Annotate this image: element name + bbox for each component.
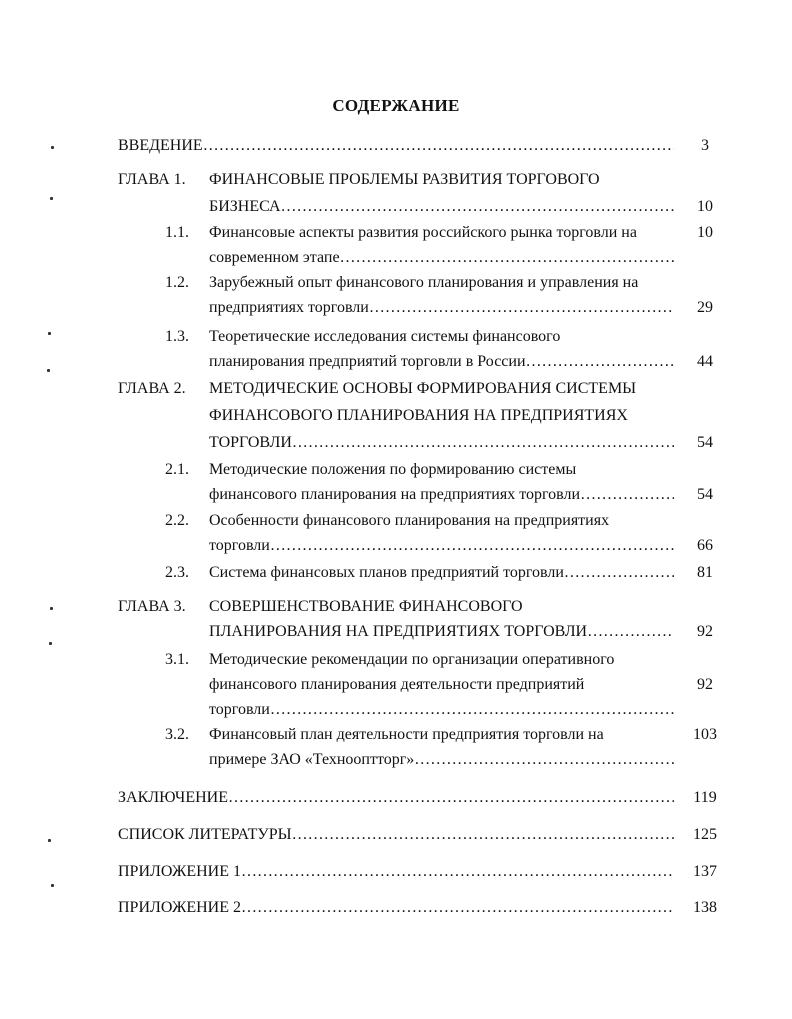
scan-speck [51, 884, 54, 887]
dot-leader [580, 485, 674, 505]
section-title: современном этапе [209, 249, 340, 266]
page-number: 138 [693, 899, 717, 916]
page-number: 137 [693, 863, 717, 880]
page-number: 92 [697, 676, 713, 693]
section-number: 2.1. [165, 461, 189, 478]
toc-entry-appendix-1[interactable] [118, 862, 674, 882]
toc-entry-ch1[interactable] [209, 197, 674, 217]
toc-entry-appendix-2[interactable] [118, 898, 674, 918]
chapter-title[interactable]: СОВЕРШЕНСТВОВАНИЕ ФИНАНСОВОГО [209, 598, 523, 615]
dot-leader [281, 197, 674, 217]
scan-speck [47, 369, 50, 372]
section-title: примере ЗАО «Технооптторг» [209, 751, 415, 768]
section-number: 3.1. [165, 651, 189, 668]
section-title: торговли [209, 701, 270, 718]
chapter-title: ПЛАНИРОВАНИЯ НА ПРЕДПРИЯТИЯХ ТОРГОВЛИ [209, 623, 588, 640]
section-title[interactable]: Финансовый план деятельности предприятия торговли на [209, 726, 604, 743]
toc-entry-3-1[interactable] [209, 700, 674, 720]
chapter-label: ГЛАВА 3. [118, 598, 186, 615]
scan-speck [48, 839, 51, 842]
toc-entry-2-2[interactable] [209, 536, 674, 556]
toc-entry-3-2[interactable] [209, 750, 674, 770]
section-title[interactable]: Зарубежный опыт финансового планирования и управления на [209, 274, 639, 291]
toc-entry-2-3[interactable] [209, 563, 674, 583]
section-number: 2.3. [165, 564, 189, 581]
section-number: 2.2. [165, 512, 189, 529]
section-number: 1.2. [165, 274, 189, 291]
chapter-label: ГЛАВА 1. [118, 171, 186, 188]
page-number: 81 [697, 564, 713, 581]
page-number: 29 [697, 299, 713, 316]
toc-entry-ch2[interactable] [209, 433, 674, 453]
toc-entry-ch3[interactable] [209, 622, 674, 642]
chapter-label: ГЛАВА 2. [118, 380, 186, 397]
dot-leader [270, 536, 674, 556]
dot-leader [241, 862, 674, 882]
page-number: 10 [697, 198, 713, 215]
chapter-title: ТОРГОВЛИ [209, 434, 292, 451]
chapter-title: БИЗНЕСА [209, 198, 281, 215]
dot-leader [203, 136, 674, 156]
section-title[interactable]: Особенности финансового планирования на предприятиях [209, 512, 610, 529]
section-number: 1.1. [165, 224, 189, 241]
toc-entry-references[interactable] [118, 825, 674, 845]
toc-entry-2-1[interactable] [209, 485, 674, 505]
page-number: 54 [697, 434, 713, 451]
section-title[interactable]: Теоретические исследования системы финансового [209, 328, 561, 345]
dot-leader [270, 700, 674, 720]
dot-leader [340, 248, 674, 268]
toc-entry-conclusion[interactable] [118, 788, 674, 808]
section-title[interactable]: финансового планирования деятельности предприятий [209, 676, 585, 693]
dot-leader [228, 788, 674, 808]
toc-entry-1-2[interactable] [209, 298, 674, 318]
page-number: 10 [697, 224, 713, 241]
scan-speck [49, 642, 52, 645]
section-title: торговли [209, 537, 270, 554]
dot-leader [526, 352, 674, 372]
toc-label: ПРИЛОЖЕНИЕ 2 [118, 899, 242, 916]
page-number: 125 [693, 826, 717, 843]
scan-speck [50, 197, 53, 200]
scan-speck [50, 607, 53, 610]
toc-label: ЗАКЛЮЧЕНИЕ [118, 789, 228, 806]
toc-label: ВВЕДЕНИЕ [118, 137, 203, 154]
page-number: 54 [697, 486, 713, 503]
section-title[interactable]: Методические рекомендации по организации оперативного [209, 651, 615, 668]
section-number: 1.3. [165, 328, 189, 345]
toc-entry-1-3[interactable] [209, 352, 674, 372]
section-title[interactable]: Методические положения по формированию системы [209, 461, 577, 478]
chapter-title[interactable]: ФИНАНСОВОГО ПЛАНИРОВАНИЯ НА ПРЕДПРИЯТИЯХ [209, 407, 628, 424]
dot-leader [587, 622, 674, 642]
chapter-title[interactable]: МЕТОДИЧЕСКИЕ ОСНОВЫ ФОРМИРОВАНИЯ СИСТЕМЫ [209, 380, 637, 397]
dot-leader [292, 433, 674, 453]
section-title: планирования предприятий торговли в России [209, 353, 526, 370]
scan-speck [51, 146, 54, 149]
page-number: 92 [697, 623, 713, 640]
dot-leader [369, 298, 674, 318]
toc-label: ПРИЛОЖЕНИЕ 1 [118, 863, 242, 880]
dot-leader [292, 825, 674, 845]
section-number: 3.2. [165, 726, 189, 743]
scan-speck [48, 332, 51, 335]
section-title: Система финансовых планов предприятий торговли [209, 564, 564, 581]
section-title: предприятиях торговли [209, 299, 369, 316]
section-title: финансового планирования на предприятиях торговли [209, 486, 581, 503]
page-number: 3 [701, 137, 709, 154]
chapter-title[interactable]: ФИНАНСОВЫЕ ПРОБЛЕМЫ РАЗВИТИЯ ТОРГОВОГО [209, 171, 600, 188]
toc-entry-1-1[interactable] [209, 248, 674, 268]
section-title[interactable]: Финансовые аспекты развития российского рынка торговли на [209, 224, 637, 241]
page-title: СОДЕРЖАНИЕ [332, 96, 460, 115]
dot-leader [241, 898, 674, 918]
page-number: 66 [697, 537, 713, 554]
page-number: 103 [693, 726, 717, 743]
dot-leader [414, 750, 674, 770]
dot-leader [564, 563, 674, 583]
page-number: 119 [693, 789, 717, 806]
toc-entry-intro[interactable] [118, 136, 674, 156]
toc-label: СПИСОК ЛИТЕРАТУРЫ [118, 826, 292, 843]
page-number: 44 [697, 353, 713, 370]
